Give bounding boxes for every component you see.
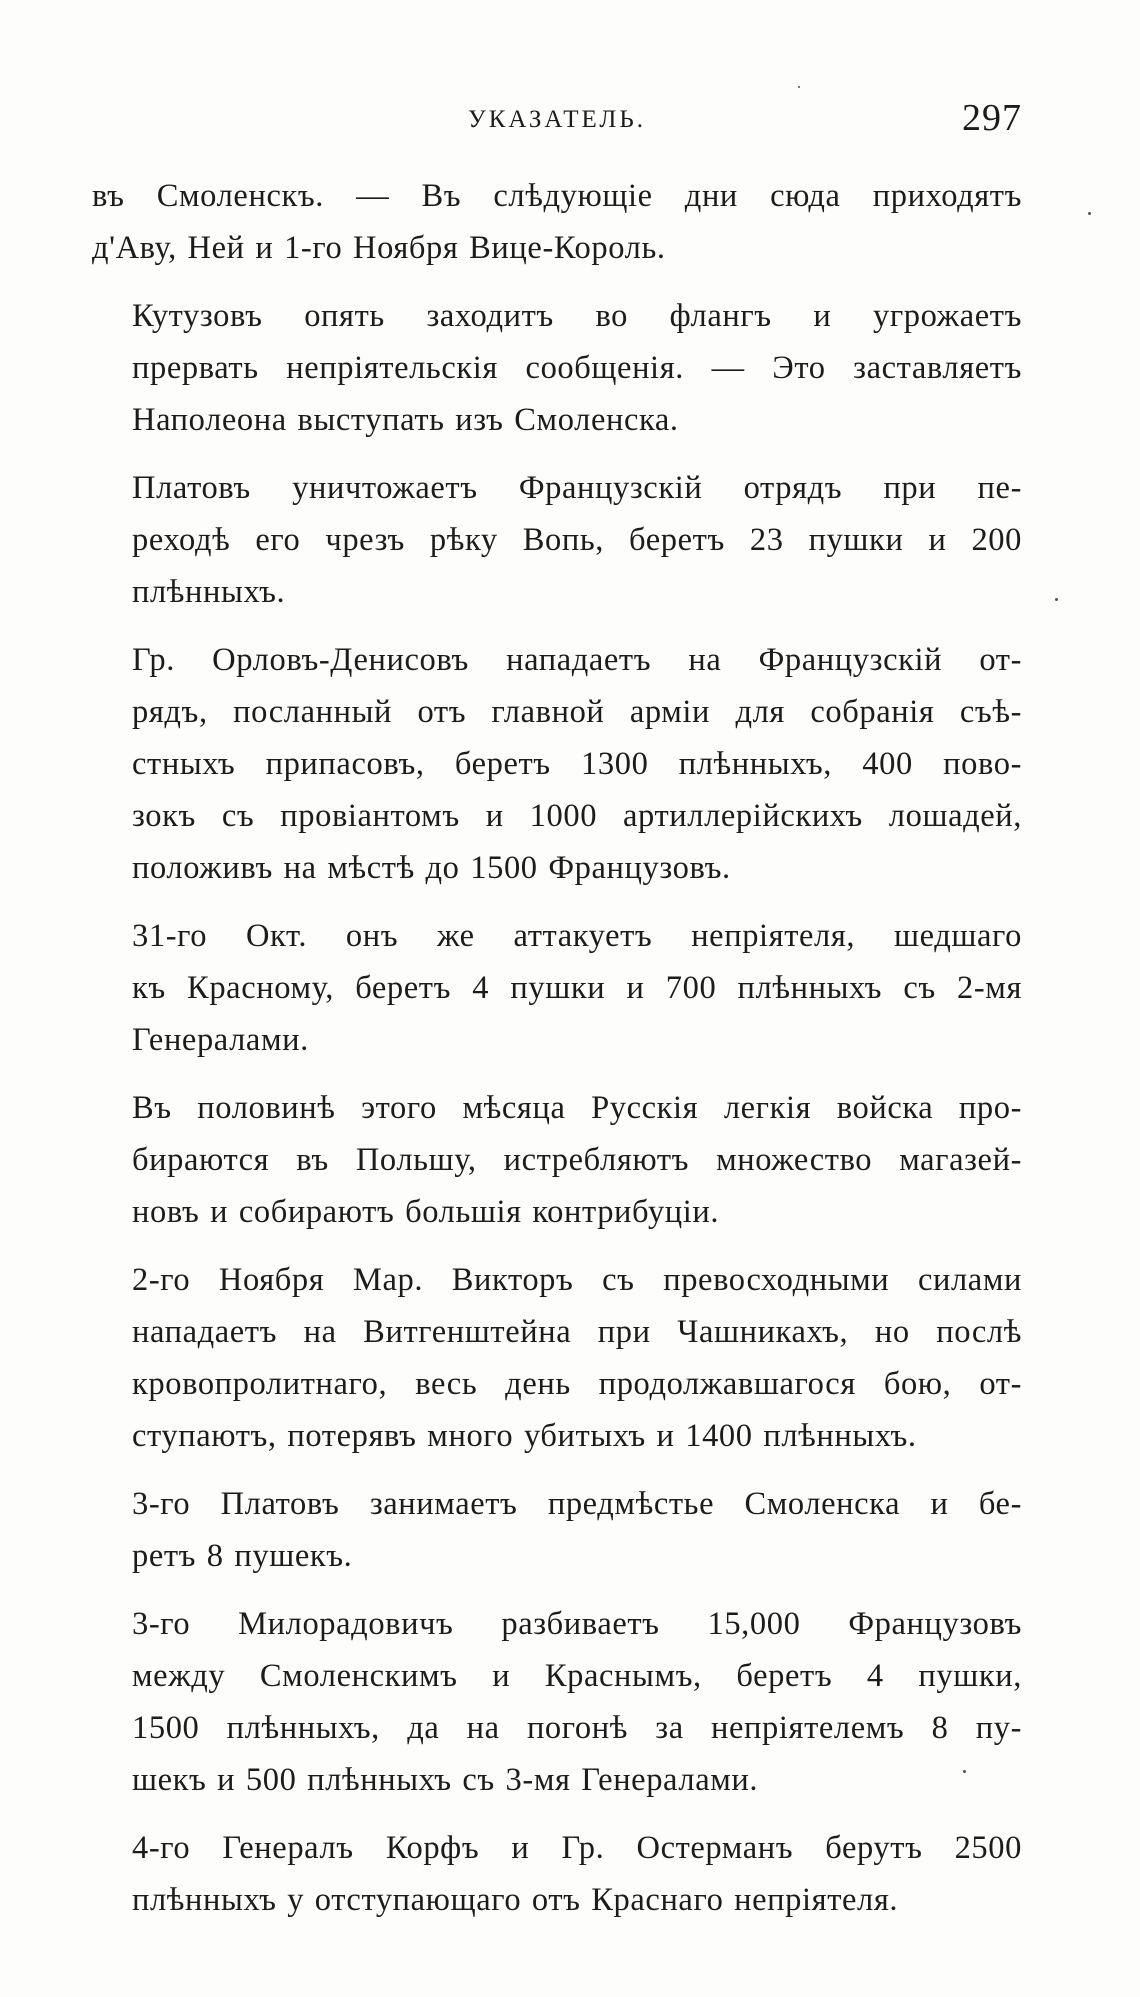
text-line: въ Смоленскъ. — Въ слѣдующіе дни сюда приходятъ <box>92 178 1022 214</box>
print-speck <box>1055 598 1058 601</box>
paragraph-2 <box>92 290 1022 446</box>
text-line: нападаетъ на Витгенштейна при Чашникахъ, но послѣ <box>132 1314 1022 1350</box>
text-line: стныхъ припасовъ, беретъ 1300 плѣнныхъ, 400 пово- <box>132 746 1022 782</box>
text-line: 3-го Платовъ занимаетъ предмѣстье Смоленска и бе- <box>132 1486 1022 1522</box>
text-line: къ Красному, беретъ 4 пушки и 700 плѣнныхъ съ 2-мя <box>132 970 1022 1006</box>
text-line: Гр. Орловъ-Денисовъ нападаетъ на Французскій от- <box>132 642 1022 678</box>
paragraph-7 <box>92 1254 1022 1462</box>
paragraph-1 <box>92 170 1022 274</box>
text-line: Кутузовъ опять заходитъ во флангъ и угрожаетъ <box>132 298 1022 334</box>
paragraph-10 <box>92 1822 1022 1926</box>
text-line: зокъ съ провіантомъ и 1000 артиллерійскихъ лошадей, <box>132 798 1022 834</box>
text-line: между Смоленскимъ и Краснымъ, беретъ 4 пушки, <box>132 1658 1022 1694</box>
text-line: 3-го Милорадовичъ разбиваетъ 15,000 Французовъ <box>132 1606 1022 1642</box>
paragraph-9 <box>92 1598 1022 1806</box>
text-line: 2-го Ноября Мар. Викторъ съ превосходными силами <box>132 1262 1022 1298</box>
paragraph-3 <box>92 462 1022 618</box>
text-line: Платовъ уничтожаетъ Французскій отрядъ при пе- <box>132 470 1022 506</box>
text-line: д'Аву, Ней и 1-го Ноября Вице-Король. <box>92 230 666 266</box>
text-block <box>92 170 1022 1942</box>
text-line: плѣнныхъ. <box>132 574 286 610</box>
text-line: шекъ и 500 плѣнныхъ съ 3-мя Генералами. <box>132 1762 759 1798</box>
print-speck <box>1088 212 1091 215</box>
text-line: новъ и собираютъ большія контрибуціи. <box>132 1194 720 1230</box>
text-line: Въ половинѣ этого мѣсяца Русскія легкія войска про- <box>132 1090 1022 1126</box>
paragraph-6 <box>92 1082 1022 1238</box>
running-head <box>92 96 1022 156</box>
page-number: 297 <box>962 97 1022 139</box>
paragraph-5 <box>92 910 1022 1066</box>
text-line: Наполеона выступать изъ Смоленска. <box>132 402 679 438</box>
text-line: 4-го Генералъ Корфъ и Гр. Остерманъ берутъ 2500 <box>132 1830 1022 1866</box>
text-line: 1500 плѣнныхъ, да на погонѣ за непріятелемъ 8 пу- <box>132 1710 1022 1746</box>
text-line: плѣнныхъ у отступающаго отъ Краснаго непріятеля. <box>132 1882 899 1918</box>
text-line: 31-го Окт. онъ же аттакуетъ непріятеля, шедшаго <box>132 918 1022 954</box>
text-line: ступаютъ, потерявъ много убитыхъ и 1400 плѣнныхъ. <box>132 1418 917 1454</box>
text-line: рядъ, посланный отъ главной арміи для собранія съѣ- <box>132 694 1022 730</box>
text-line: положивъ на мѣстѣ до 1500 Французовъ. <box>132 850 731 886</box>
text-line: ретъ 8 пушекъ. <box>132 1538 353 1574</box>
text-line: реходѣ его чрезъ рѣку Вопь, беретъ 23 пушки и 200 <box>132 522 1022 558</box>
text-line: кровопролитнаго, весь день продолжавшагося бою, от- <box>132 1366 1022 1402</box>
paragraph-8 <box>92 1478 1022 1582</box>
text-line: прервать непріятельскія сообщенія. — Это заставляетъ <box>132 350 1022 386</box>
print-speck <box>963 1770 966 1773</box>
print-speck <box>798 86 800 88</box>
running-title: УКАЗАТЕЛЬ. <box>468 106 646 133</box>
paragraph-4 <box>92 634 1022 894</box>
text-line: Генералами. <box>132 1022 309 1058</box>
text-line: бираются въ Польшу, истребляютъ множество магазей- <box>132 1142 1022 1178</box>
